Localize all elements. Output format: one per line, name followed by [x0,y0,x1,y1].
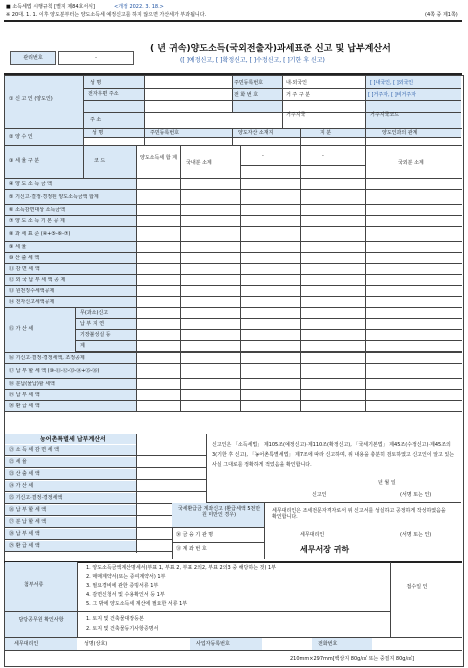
country-label: 거주지국 [286,112,306,118]
rural-row-22: ㉒ 세 율 [9,459,27,465]
mgmt-number-field[interactable]: - [58,51,134,65]
share-label: 지 분 [320,130,332,136]
attachment-item: 5. 그 밖에 양도소득세 계산에 필요한 서류 1부 [86,601,188,607]
calc-row-4: ④ 양 도 소 득 금 액 [9,181,52,187]
rural-row-26: ㉖ 납 부 할 세 액 [9,507,47,513]
tax-office: 세무서장 귀하 [300,545,350,554]
rural-row-27: ㉗ 분 납 할 세 액 [9,519,47,525]
footer-bizno: 사업자등록번호 [196,641,230,647]
buyer-name-label: 성 명 [92,130,104,136]
attachment-item: 2. 매매계약서(또는 증여계약서) 1부 [86,574,166,580]
calc-row-17: ⑰ 납 부 할 세 액 (⑩-⑪-⑫-⑬-⑭+⑮-⑯) [9,368,100,374]
attachment-item: 4. 감면신청서 및 수용확인서 등 1부 [86,592,165,598]
foreign-col-label: 국외분 소계 [398,160,424,166]
rural-row-29: ㉙ 환 급 세 액 [9,543,40,549]
verify-label: 담당공무원 확인사항 [18,617,64,623]
section1-label-cell [5,76,83,128]
calc-row-13: ⑬ 원천징수세액공제 [9,288,55,294]
declaration-text: 신고인은 「소득세법」 제105조(예정신고)·제110조(확정신고), 「국세기본법」 제45조(수정신고)·제45조의3(기한 후 신고), 「농어촌특별세법」 제7조에 따라 신고하며, 위 내용을 충분히 검토하였고 신고인이 알고 있는 사실 그대로를 정확하게 적었음을 확인합니다. [212,442,455,468]
attachments-label: 첨부서류 [24,582,44,588]
rural-row-23: ㉓ 산 출 세 액 [9,471,40,477]
agent-label: 세무대리인 [300,532,325,538]
code-label: 코 드 [94,158,106,164]
signer-label: 신고인 [312,492,327,498]
addtax-item: 납 부 지 연 [80,321,105,327]
form-rule: ■ 소득세법 시행규칙 [별지 제84호서식] [6,4,95,10]
calc-row-19: ⑲ 납 부 세 액 [9,392,40,398]
phone-label: 전 화 번 호 [234,92,259,98]
calc-row-8: ⑧ 과 세 표 준 (④+⑤-⑥-⑦) [9,231,71,237]
footer-name: 성명(상호) [84,641,108,647]
address-label: 주 소 [90,117,102,123]
calc-row-20: ⑳ 환 급 세 액 [9,403,40,409]
country-code-label: 거주지국코드 [370,112,399,118]
notice: ※ 20대. 1. 1. 이후 양도분부터는 양도소득세 예정신고를 하지 않으면 가산세가 부과됩니다. [6,12,207,18]
residence-label: 거 주 구 분 [286,92,311,98]
calc-row-6: ⑥ 소득감면대상 소득금액 [9,207,65,213]
calc-row-14: ⑭ 전자신고세액공제 [9,299,55,305]
verify-item-1: 1. 토지 및 건축물대장등본 [86,616,144,622]
form-subtitle: ([ ]예정신고, [ ]확정신고, [ ]수정신고, [ ]기한 후 신고) [180,57,325,64]
buyer-rrn-label: 주민등록번호 [150,130,179,136]
nationality-options[interactable]: [ ]내국인, [ ]외국인 [370,80,414,86]
agent-text: 세무대리인은 조세전문자격자로서 위 신고서를 성실하고 공정하게 작성하였음을 확인합니다. [272,508,446,520]
agent-sign[interactable]: (서명 또는 인) [400,532,432,538]
paper-spec: 210mm×297mm[백상지 80g/㎡ 또는 중질지 80g/㎡] [290,656,415,662]
attachment-item: 3. 필요경비에 관한 증빙서류 1부 [86,583,159,589]
verify-item-2: 2. 토지 및 건축물등기사항증명서 [86,626,159,632]
email-label: 전자우편 주소 [88,91,119,97]
fee-label: 접수일 인 [406,584,428,590]
addtax-label: ⑮ 가 산 세 [9,326,34,332]
rural-row-24: ㉔ 가 산 세 [9,483,34,489]
signer-sign[interactable]: (서명 또는 인) [400,492,432,498]
footer-agent: 세무대리인 [14,641,39,647]
section1-label: ① 신 고 인 (양도인) [9,96,53,102]
calc-row-12: ⑫ 외 국 납 부 세 액 공 제 [9,277,66,283]
calc-row-5: ⑤ 기신고·결정·경정된 양도소득금액 합계 [9,194,99,200]
mgmt-label-cell: 관리번호 [10,51,56,65]
col3-label: - [262,153,264,159]
addtax-item: 기장불성실 등 [80,332,111,338]
calc-row-16: ⑯ 기신고·결정·경정세액, 조정공제 [9,355,85,361]
rural-row-25: ㉕ 기신고·결정·경정세액 [9,495,63,501]
account-number-label: ㉛ 계 좌 번 호 [176,546,207,552]
nationality-label: 내·외국인 [286,80,307,86]
form-revision: <개정 2022. 3. 18.> [114,4,164,10]
col4-label: - [322,153,324,159]
total-col-label: 양도소득세 합 계 [140,155,177,161]
rural-row-21: ㉑ 소 득 세 감 면 세 액 [9,447,59,453]
calc-row-10: ⑩ 산 출 세 액 [9,255,40,261]
name-label: 성 명 [90,80,102,86]
rural-row-28: ㉘ 납 부 세 액 [9,531,40,537]
calc-row-18: ⑱ 분납(물납)할 세액 [9,381,55,387]
section2-label: ② 양 수 인 [9,134,33,140]
asset-location-label: 양도자산 소재지 [238,130,274,136]
addtax-item: 계 [80,343,85,349]
residence-options[interactable]: [ ]거주자, [ ]비거주자 [368,92,416,98]
bank-name-label: ㉚ 금 융 기 관 명 [176,532,214,538]
domestic-col-label: 국내분 소계 [186,160,212,166]
addtax-item: 무(과소)신고 [80,310,109,316]
calc-row-7: ⑦ 양 도 소 득 기 본 공 제 [9,218,65,224]
calc-row-11: ⑪ 감 면 세 액 [9,266,40,272]
rrn-label: 주민등록번호 [234,80,263,86]
form-title: ( 년 귀속)양도소득(국외전출자)과세표준 신고 및 납부계산서 [150,44,391,54]
attachment-item: 1. 양도소득금액계산명세서(부표 1, 부표 2, 부표 2의2, 부표 2의3 중 해당하는 것) 1부 [86,565,277,571]
page-number: (4쪽 중 제1쪽) [425,12,458,18]
rural-tax-header: 농어촌특별세 납부계산서 [40,436,106,443]
relation-label: 양도인과의 관계 [382,130,418,136]
footer-phone: 전화번호 [318,641,338,647]
calc-row-9: ⑨ 세 율 [9,244,27,250]
declaration-date: 년 월 일 [378,480,396,486]
section3-label: ③ 세 율 구 분 [9,158,40,164]
refund-header: 국세환급금 계좌신고 (환급세액 5천만원 미만인 경우) [177,506,261,518]
